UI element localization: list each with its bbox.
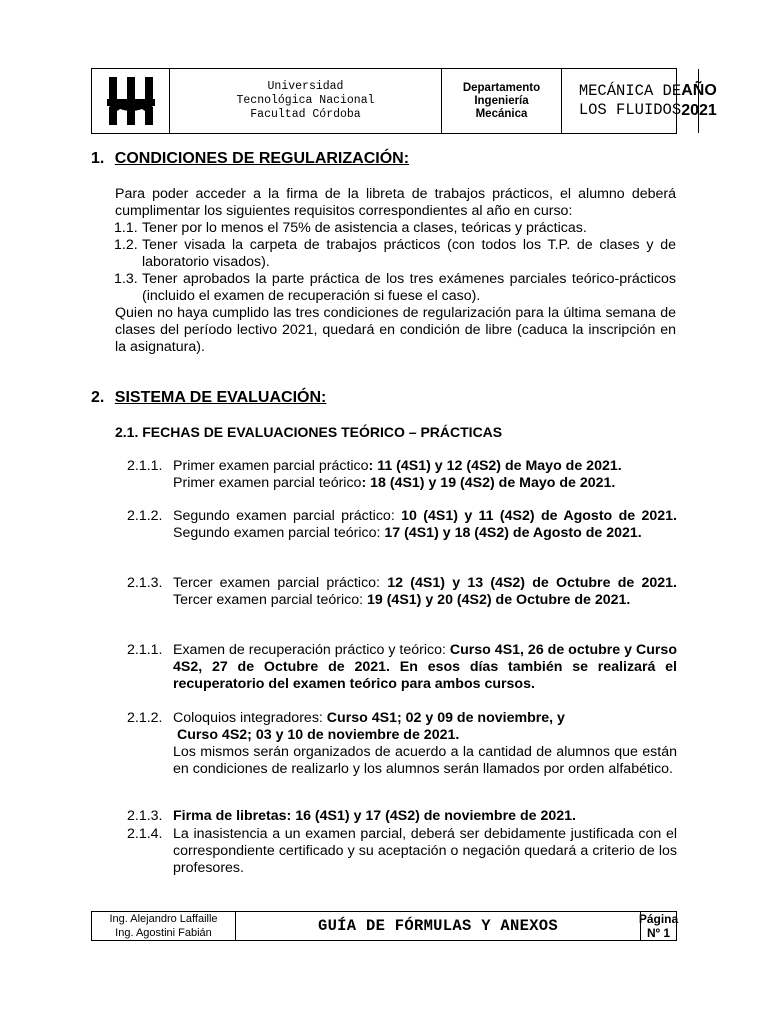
header-table [91, 68, 717, 134]
university-line-2: Tecnológica Nacional [236, 94, 375, 107]
item-1-2-text: Tener visada la carpeta de trabajos prácticos (con todos los T.P. de clases y de laboratorio visados). [142, 237, 676, 270]
footer-author-1: Ing. Alejandro Laffaille [109, 913, 218, 925]
section-2-number: 2. [91, 389, 105, 406]
item-signature-text [173, 808, 677, 825]
item-colloquium-course-2: Curso 4S2; 03 y 10 de noviembre de 2021. [177, 727, 460, 743]
item-2-1-1-number: 2.1.1. [127, 458, 163, 474]
item-colloquium-note: Los mismos serán organizados de acuerdo a la cantidad de alumnos que están en condiciones de realizarlo y los alumnos serán llamados por orden alfabético. [173, 744, 677, 777]
footer-guide-title: GUÍA DE FÓRMULAS Y ANEXOS [236, 912, 641, 940]
item-2-1-2-theory-label: Segundo examen parcial teórico: [173, 525, 385, 541]
item-2-1-3-practical-dates: 12 (4S1) y 13 (4S2) de Octubre de 2021. [387, 575, 677, 591]
item-2-1-3-theory-label: Tercer examen parcial teórico: [173, 592, 367, 608]
department-line-3: Mecánica [475, 107, 528, 120]
item-2-1-3-text [173, 575, 677, 609]
section-2-1-subtitle: 2.1. FECHAS DE EVALUACIONES TEÓRICO – PRÁCTICAS [115, 424, 503, 440]
item-2-1-2-practical-label: Segundo examen parcial práctico: [173, 508, 402, 524]
item-signature-dates: Firma de libretas: 16 (4S1) y 17 (4S2) de noviembre de 2021. [173, 808, 576, 824]
item-1-3-text: Tener aprobados la parte práctica de los tres exámenes parciales teórico-prácticos (incluido el examen de recuperación si fuese el caso). [142, 271, 676, 304]
item-signature-number: 2.1.3. [127, 808, 163, 824]
section-1-closing: Quien no haya cumplido las tres condiciones de regularización para la última semana de clases del período lectivo 2021, quedará en condición de libre (caduca la inscripción en la asignatura). [115, 305, 676, 355]
university-name [170, 69, 442, 133]
item-recovery-course-2: Curso 4S2, 27 de Octubre de 2021. En esos días también se realizará el recuperatorio del examen teórico para ambos cursos. [173, 642, 677, 692]
item-2-1-1-theory-label: Primer examen parcial teórico [173, 475, 362, 491]
section-2-title: SISTEMA DE EVALUACIÓN: [114, 389, 327, 406]
item-2-1-1-text [173, 458, 677, 492]
department-line-2: Ingeniería [474, 94, 529, 107]
section-1-number: 1. [91, 150, 105, 167]
item-2-1-3-practical-label: Tercer examen parcial práctico: [173, 575, 388, 591]
item-2-1-1-practical-label: Primer examen parcial práctico [173, 458, 369, 474]
item-recovery-number: 2.1.1. [127, 642, 163, 658]
item-2-1-3-number: 2.1.3. [127, 575, 163, 591]
item-absence-text: La inasistencia a un examen parcial, deberá ser debidamente justificada con el correspondiente certificado y su aceptación o negación quedará a criterio de los profesores. [173, 826, 677, 876]
item-2-1-2-number: 2.1.2. [127, 508, 163, 524]
item-2-1-3-theory-dates: 19 (4S1) y 20 (4S2) de Octubre de 2021. [366, 592, 631, 608]
university-line-1: Universidad [267, 80, 344, 93]
subject-name [562, 69, 699, 133]
item-2-1-1-theory-dates: : 18 (4S1) y 19 (4S2) de Mayo de 2021. [361, 475, 616, 491]
section-2-heading [91, 389, 326, 407]
university-line-3: Facultad Córdoba [250, 108, 361, 121]
section-1-title: CONDICIONES DE REGULARIZACIÓN: [114, 150, 410, 167]
item-colloquium-text [173, 710, 677, 778]
item-colloquium-number: 2.1.2. [127, 710, 163, 726]
item-2-1-2-practical-dates: 10 (4S1) y 11 (4S2) de Agosto de 2021. [401, 508, 677, 524]
section-1-heading [91, 150, 409, 168]
footer-page-number: Página Nº 1 [638, 912, 679, 940]
item-2-1-1-practical-dates: : 11 (4S1) y 12 (4S2) de Mayo de 2021. [368, 458, 622, 474]
year-label: AÑO [681, 82, 717, 99]
subject-line-1: MECÁNICA DE [578, 82, 682, 100]
department-name [442, 69, 562, 133]
footer-table [91, 911, 677, 941]
item-recovery-course-1: Curso 4S1, 26 de octubre y [449, 642, 633, 658]
item-2-1-2-theory-dates: 17 (4S1) y 18 (4S2) de Agosto de 2021. [384, 525, 642, 541]
utn-logo [92, 69, 170, 133]
item-2-1-2-text [173, 508, 677, 542]
item-colloquium-course-1: Curso 4S1; 02 y 09 de noviembre, y [326, 710, 565, 726]
utn-logo-icon [103, 73, 159, 129]
item-absence-number: 2.1.4. [127, 826, 163, 842]
item-recovery-label: Examen de recuperación práctico y teórico: [173, 642, 450, 658]
subject-line-2: LOS FLUIDOS [578, 101, 682, 119]
item-1-1-number: 1.1. [114, 220, 138, 236]
item-1-1-text: Tener por lo menos el 75% de asistencia a clases, teóricas y prácticas. [142, 220, 587, 236]
footer-author-2: Ing. Agostini Fabián [115, 927, 212, 939]
footer-authors [92, 912, 236, 940]
item-colloquium-label: Coloquios integradores: [173, 710, 327, 726]
item-recovery-text [173, 642, 677, 693]
department-line-1: Departamento [462, 81, 541, 94]
year-value: 2021 [681, 102, 717, 119]
section-1-intro: Para poder acceder a la firma de la libreta de trabajos prácticos, el alumno deberá cumplimentar los siguientes requisitos correspondientes al año en curso: [115, 186, 676, 219]
item-1-3-number: 1.3. [114, 271, 138, 287]
item-1-2-number: 1.2. [114, 237, 138, 253]
